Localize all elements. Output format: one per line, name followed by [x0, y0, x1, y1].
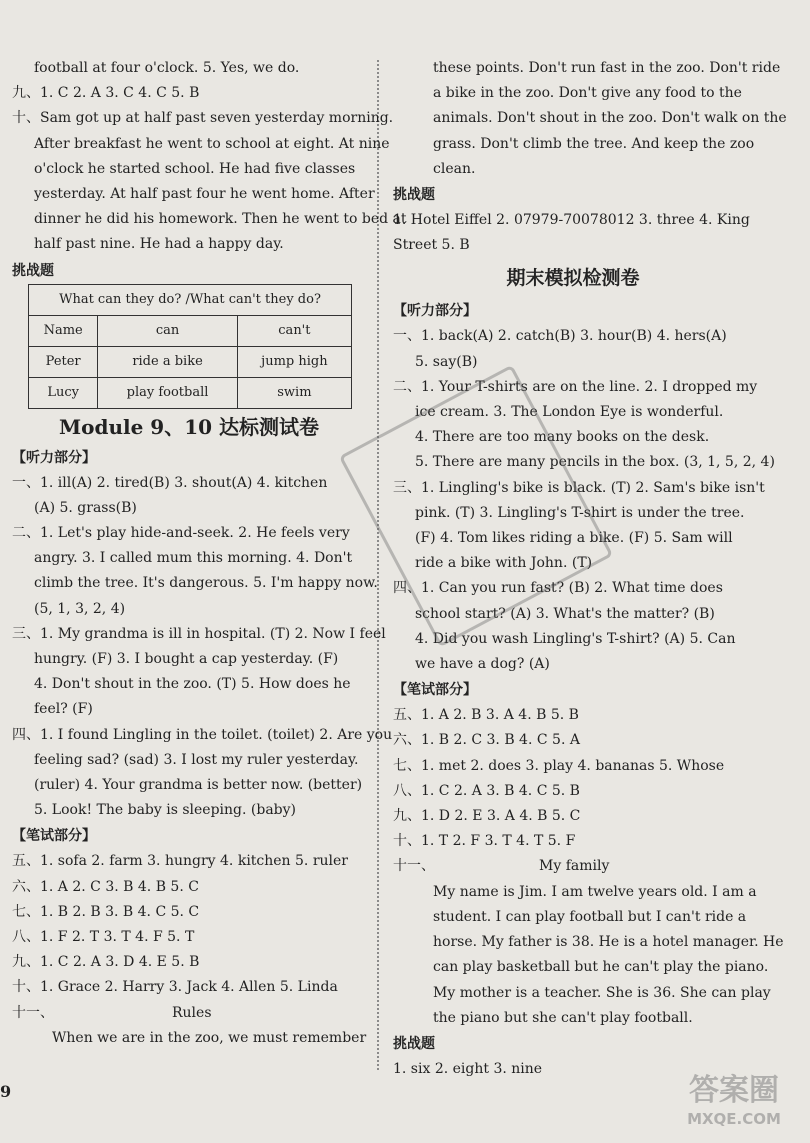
- answer-line: 4. There are too many books on the desk.: [415, 429, 710, 446]
- answer-line: 三、1. My grandma is ill in hospital. (T) 2. Now I feel: [12, 625, 386, 642]
- answer-line: 4. Did you wash Lingling's T-shirt? (A) 5. Can: [415, 630, 736, 647]
- answer-line: (ruler) 4. Your grandma is better now. (better): [34, 777, 363, 794]
- watermark-url: MXQE.COM: [687, 1110, 781, 1128]
- essay-title-line: [393, 854, 753, 879]
- table-cell: play football: [98, 377, 237, 408]
- challenge-heading: 挑战题: [393, 187, 435, 204]
- answer-line: 五、1. A 2. B 3. A 4. B 5. B: [393, 707, 579, 724]
- essay-line: o'clock he started school. He had five classes: [34, 160, 356, 177]
- answer-line: 十、1. Grace 2. Harry 3. Jack 4. Allen 5. Linda: [12, 979, 338, 996]
- text-line: football at four o'clock. 5. Yes, we do.: [34, 60, 300, 76]
- text-line: 九、1. C 2. A 3. C 4. C 5. B: [12, 85, 200, 102]
- page-number: 9: [0, 1082, 12, 1101]
- answer-line: 三、1. Lingling's bike is black. (T) 2. Sam's bike isn't: [393, 479, 765, 496]
- essay-line: a bike in the zoo. Don't give any food to the: [433, 85, 742, 102]
- answer-line: 七、1. B 2. B 3. B 4. C 5. C: [12, 903, 200, 920]
- answer-line: climb the tree. It's dangerous. 5. I'm happy now.: [34, 575, 378, 592]
- essay-line: After breakfast he went to school at eight. At nine: [34, 135, 390, 152]
- answer-line: Street 5. B: [393, 237, 470, 254]
- table-row: [29, 377, 352, 408]
- module-title: Module 9、10 达标测试卷: [59, 414, 319, 439]
- watermark-logo-text: 答案圈: [689, 1073, 779, 1108]
- essay-line: can play basketball but he can't play the piano.: [433, 959, 769, 976]
- answer-line: 4. Don't shout in the zoo. (T) 5. How does he: [34, 676, 351, 693]
- challenge-heading: 挑战题: [393, 1035, 435, 1052]
- question-label: 十一、: [393, 858, 435, 875]
- challenge-heading: 挑战题: [12, 262, 54, 279]
- written-heading: 【笔试部分】: [393, 682, 477, 699]
- essay-line: My name is Jim. I am twelve years old. I am a: [433, 883, 757, 900]
- essay-line: horse. My father is 38. He is a hotel manager. He: [433, 934, 784, 951]
- listening-answers: [12, 471, 393, 824]
- table-col-can: can: [98, 315, 237, 346]
- answer-line: hungry. (F) 3. I bought a cap yesterday. (F): [34, 651, 339, 668]
- answer-line: ice cream. 3. The London Eye is wonderful.: [415, 404, 724, 421]
- essay-line: animals. Don't shout in the zoo. Don't walk on the: [433, 110, 787, 127]
- table-cell: swim: [237, 377, 351, 408]
- answer-line: 五、1. sofa 2. farm 3. hungry 4. kitchen 5. ruler: [12, 853, 348, 870]
- answer-line: 二、1. Your T-shirts are on the line. 2. I dropped my: [393, 378, 758, 395]
- essay-line: yesterday. At half past four he went home. After: [34, 186, 375, 203]
- essay-line: dinner he did his homework. Then he went to bed at: [34, 211, 407, 228]
- answer-line: 八、1. F 2. T 3. T 4. F 5. T: [12, 929, 195, 946]
- table-cell: ride a bike: [98, 346, 237, 377]
- answer-line: 十、1. T 2. F 3. T 4. T 5. F: [393, 833, 576, 850]
- essay-title: My family: [539, 858, 610, 875]
- table-cell: Lucy: [29, 377, 98, 408]
- table-col-cant: can't: [237, 315, 351, 346]
- table-header: What can they do? /What can't they do?: [29, 284, 352, 315]
- listening-heading: 【听力部分】: [393, 303, 477, 320]
- answer-line: 5. There are many pencils in the box. (3, 1, 5, 2, 4): [415, 454, 775, 471]
- answer-line: school start? (A) 3. What's the matter? (B): [415, 605, 715, 622]
- answer-line: ride a bike with John. (T): [415, 555, 593, 572]
- listening-heading: 【听力部分】: [12, 449, 96, 466]
- answer-line: 一、1. ill(A) 2. tired(B) 3. shout(A) 4. kitchen: [12, 474, 328, 491]
- final-exam-title: 期末模拟检测卷: [506, 267, 640, 290]
- answer-line: 六、1. B 2. C 3. B 4. C 5. A: [393, 732, 580, 749]
- answer-line: 四、1. Can you run fast? (B) 2. What time does: [393, 580, 723, 597]
- answer-line: (5, 1, 3, 2, 4): [34, 600, 126, 617]
- question-label: 十一、: [12, 1004, 54, 1021]
- answer-line: 5. say(B): [415, 353, 478, 370]
- table-cell: Peter: [29, 346, 98, 377]
- answer-line: we have a dog? (A): [415, 656, 550, 673]
- answer-line: 九、1. C 2. A 3. D 4. E 5. B: [12, 954, 200, 971]
- essay-line: 十、Sam got up at half past seven yesterday morning.: [12, 110, 394, 127]
- answer-line: angry. 3. I called mum this morning. 4. Don't: [34, 550, 353, 567]
- answer-line: pink. (T) 3. Lingling's T-shirt is under the tree.: [415, 504, 745, 521]
- answer-line: 一、1. back(A) 2. catch(B) 3. hour(B) 4. hers(A): [393, 328, 727, 345]
- answer-table: [28, 284, 352, 409]
- table-cell: jump high: [237, 346, 351, 377]
- answer-line: 七、1. met 2. does 3. play 4. bananas 5. Whose: [393, 757, 725, 774]
- answer-line: 5. Look! The baby is sleeping. (baby): [34, 802, 297, 819]
- answer-line: 二、1. Let's play hide-and-seek. 2. He feels very: [12, 525, 350, 542]
- essay-line: My mother is a teacher. She is 36. She can play: [433, 984, 771, 1001]
- answer-line: 1. Hotel Eiffel 2. 07979-70078012 3. three 4. King: [393, 212, 750, 229]
- essay-line: half past nine. He had a happy day.: [34, 236, 284, 253]
- answer-line: 六、1. A 2. C 3. B 4. B 5. C: [12, 878, 199, 895]
- answer-line: (A) 5. grass(B): [34, 499, 137, 516]
- answer-line: 九、1. D 2. E 3. A 4. B 5. C: [393, 808, 581, 825]
- essay-title: Rules: [172, 1004, 212, 1021]
- answer-line: feel? (F): [34, 701, 93, 718]
- essay-line: When we are in the zoo, we must remember: [52, 1029, 367, 1046]
- essay-line: these points. Don't run fast in the zoo. Don't ride: [433, 60, 781, 76]
- written-heading: 【笔试部分】: [12, 828, 96, 845]
- table-row: [29, 346, 352, 377]
- essay-line: the piano but she can't play football.: [433, 1009, 693, 1026]
- answer-line: 八、1. C 2. A 3. B 4. C 5. B: [393, 782, 580, 799]
- left-column: [12, 56, 407, 1051]
- essay-title-line: [12, 1001, 366, 1026]
- essay-line: grass. Don't climb the tree. And keep the zoo: [433, 135, 755, 152]
- essay-line: clean.: [433, 160, 476, 177]
- answer-line: feeling sad? (sad) 3. I lost my ruler yesterday.: [34, 751, 359, 768]
- answer-line: 四、1. I found Lingling in the toilet. (toilet) 2. Are you: [12, 726, 393, 743]
- answer-line: (F) 4. Tom likes riding a bike. (F) 5. Sam will: [415, 530, 733, 547]
- answer-line: 1. six 2. eight 3. nine: [393, 1060, 543, 1077]
- essay-line: student. I can play football but I can't ride a: [433, 908, 747, 925]
- table-col-name: Name: [29, 315, 98, 346]
- site-watermark: [664, 1073, 804, 1135]
